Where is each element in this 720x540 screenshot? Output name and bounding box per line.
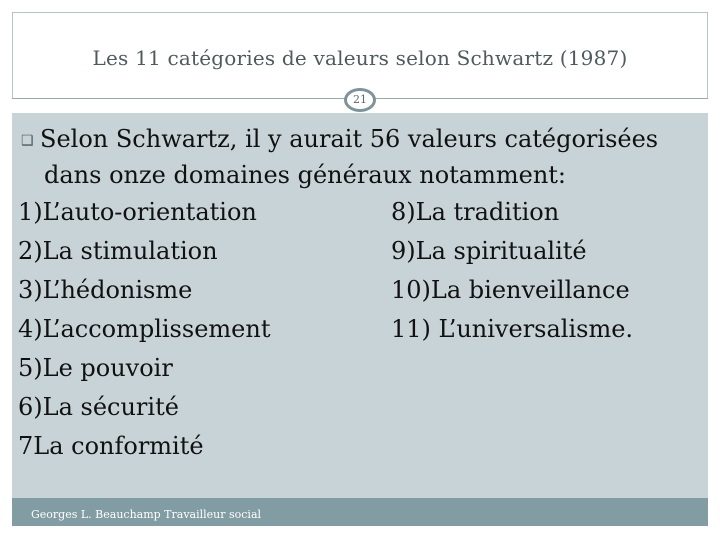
list-item: 7La conformité bbox=[18, 432, 204, 460]
slide-title: Les 11 catégories de valeurs selon Schwartz (1987) bbox=[92, 46, 628, 70]
list-item: 2)La stimulation bbox=[18, 237, 218, 265]
list-item: 1)L’auto-orientation bbox=[18, 198, 257, 226]
intro-line-1: Selon Schwartz, il y aurait 56 valeurs catégorisées bbox=[40, 125, 659, 153]
page-number-badge: 21 bbox=[344, 88, 376, 112]
list-item: 3)L’hédonisme bbox=[18, 276, 193, 304]
list-item: 5)Le pouvoir bbox=[18, 354, 173, 382]
list-item: 6)La sécurité bbox=[18, 393, 179, 421]
footer-text: Georges L. Beauchamp Travailleur social bbox=[31, 508, 262, 521]
list-item: 4)L’accomplissement bbox=[18, 315, 271, 343]
square-bullet-icon: ❑ bbox=[21, 133, 34, 149]
list-item: 8)La tradition bbox=[391, 198, 560, 226]
list-item: 10)La bienveillance bbox=[391, 276, 630, 304]
list-item: 11) L’universalisme. bbox=[391, 315, 634, 343]
intro-line-2: dans onze domaines généraux notamment: bbox=[44, 161, 567, 189]
list-item: 9)La spiritualité bbox=[391, 237, 587, 265]
